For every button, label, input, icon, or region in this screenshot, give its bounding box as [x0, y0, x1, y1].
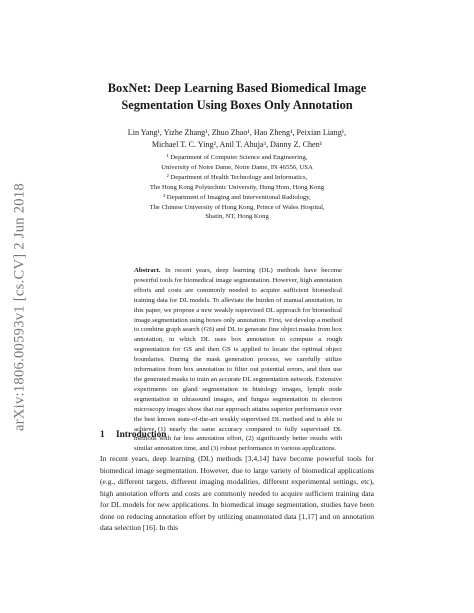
title-line-2: Segmentation Using Boxes Only Annotation — [121, 97, 353, 112]
affiliation-line: University of Notre Dame, Notre Dame, IN 46556, USA — [161, 163, 313, 171]
section-number: 1 — [100, 430, 105, 440]
abstract — [134, 266, 342, 454]
arxiv-sidebar — [0, 0, 40, 613]
arxiv-identifier: arXiv:1806.00593v1 [cs.CV] 2 Jun 2018 — [11, 183, 28, 431]
affiliation-line: Shatin, NT, Hong Kong — [205, 213, 269, 221]
introduction-paragraph: In recent years, deep learning (DL) methods [3,4,14] have become powerful tools for biomedical image segmentation. However, due to large variety of biomedical applications (e.g., different targets, different imaging modalities, different experimental settings, etc), high annotation efforts and costs are commonly needed to acquire sufficient training data for DL models for new applications. In biomedical image segmentation, studies have been done on reducing annotation effort by utilizing unannotated data [1,17] and on annotation data selection [16]. In this — [100, 454, 374, 532]
abstract-text: In recent years, deep learning (DL) methods have become powerful tools for biomedical image segmentation. However, high annotation efforts and costs are commonly needed to acquire sufficient biomedical training data for DL models. To alleviate the burden of manual annotation, in this paper, we propose a new weakly supervised DL approach for biomedical image segmentation using boxes only annotation. First, we develop a method to combine graph search (GS) and DL to generate fine object masks from box annotation, in which DL uses box annotation to compute a rough segmentation for GS and then GS is applied to locate the optimal object boundaries. During the mask generation process, we carefully utilize information from box annotation to filter out potential errors, and then use the generated masks to train an accurate DL segmentation network. Extensive experiments on gland segmentation in histology images, lymph node segmentation in ultrasound images, and fungus segmentation in electron microscopy images show that our approach attains superior performance over the best known state-of-the-art weakly supervised DL method and is able to achieve (1) nearly the same accuracy compared to fully supervised DL methods with far less annotation effort, (2) significantly better results with similar annotation time, and (3) robust performance in various applications. — [134, 267, 343, 453]
affiliations — [100, 153, 374, 222]
section-title: Introduction — [116, 430, 167, 440]
author-list — [100, 127, 374, 150]
authors-line-2: Michael T. C. Ying², Anil T. Ahuja³, Danny Z. Chen¹ — [151, 139, 323, 149]
section-heading — [100, 430, 374, 440]
authors-line-1: Lin Yang¹, Yizhe Zhang¹, Zhuo Zhao¹, Hao Zheng¹, Peixian Liang¹, — [127, 128, 347, 137]
paper-title — [100, 80, 374, 113]
affiliation-line: ² Department of Health Technology and Informatics, — [166, 173, 308, 181]
title-line-1: BoxNet: Deep Learning Based Biomedical Image — [107, 81, 367, 95]
affiliation-line: The Hong Kong Polytechnic University, Hung Hom, Hong Kong — [149, 183, 325, 191]
affiliation-line: The Chinese University of Hong Kong, Prince of Wales Hospital, — [149, 203, 325, 211]
affiliation-line: ³ Department of Imaging and Interventional Radiology, — [163, 193, 311, 201]
affiliation-line: ¹ Department of Computer Science and Engineering, — [166, 154, 308, 161]
abstract-label: Abstract. — [134, 267, 161, 274]
